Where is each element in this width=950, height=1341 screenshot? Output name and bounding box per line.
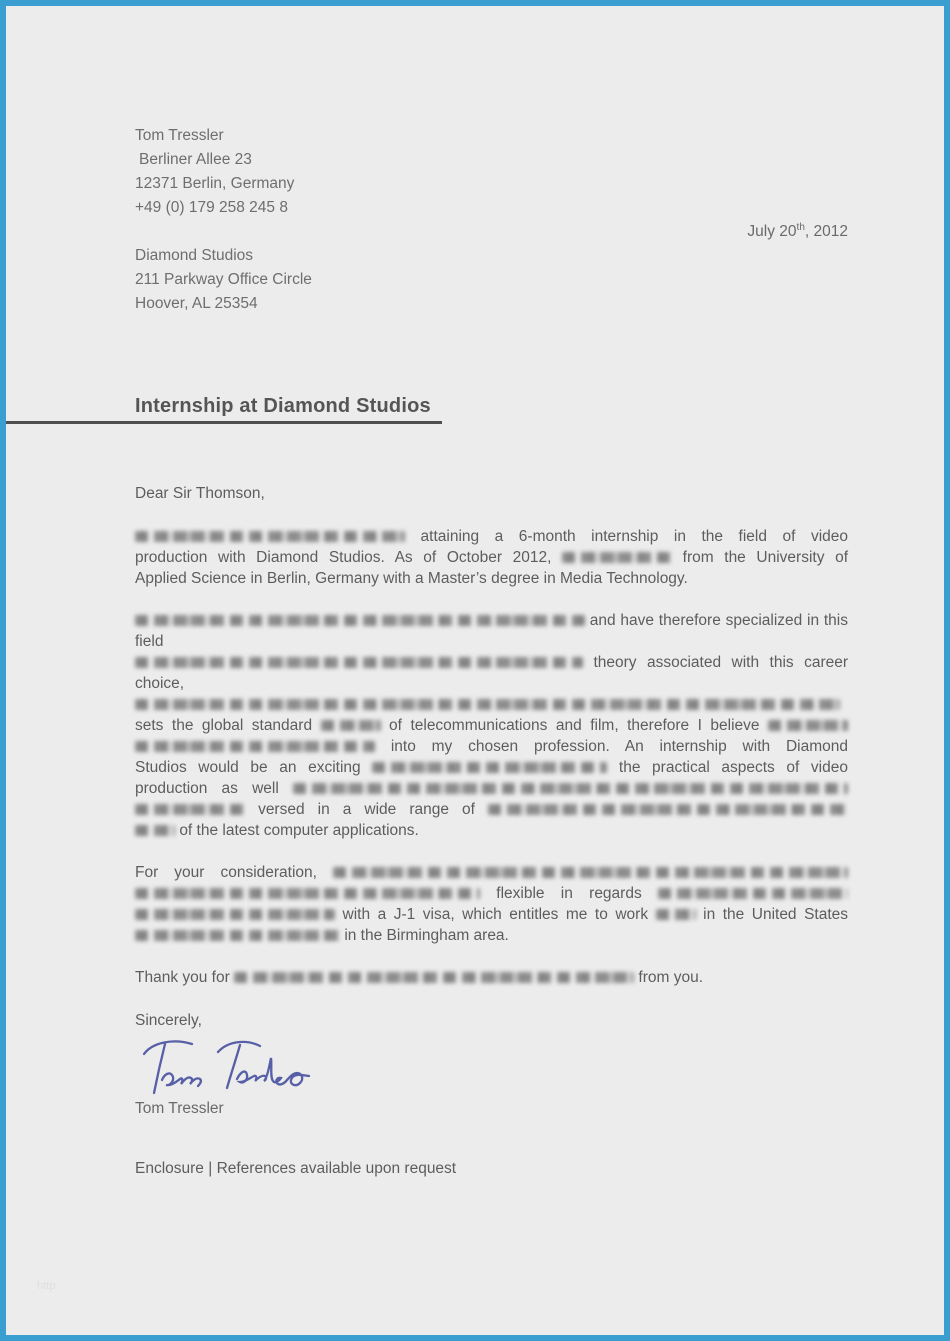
redacted-text-segment bbox=[768, 720, 848, 731]
redacted-text-segment bbox=[135, 615, 585, 626]
date-day: July 20 bbox=[747, 223, 797, 240]
text-segment: in the Birmingham area. bbox=[344, 927, 509, 944]
paragraph bbox=[135, 967, 848, 988]
text-segment: For your consideration, bbox=[135, 864, 317, 881]
paragraph-line bbox=[135, 925, 848, 946]
text-segment: the practical aspects of video bbox=[618, 759, 848, 776]
redacted-text-segment bbox=[321, 720, 381, 731]
redacted-text-segment bbox=[135, 657, 583, 668]
sender-name: Tom Tressler bbox=[135, 127, 224, 144]
redacted-text-segment bbox=[135, 825, 175, 836]
typed-signature-name: Tom Tressler bbox=[135, 1100, 224, 1117]
sender-phone: +49 (0) 179 258 245 8 bbox=[135, 199, 288, 216]
recipient-city: Hoover, AL 25354 bbox=[135, 295, 258, 312]
paragraph-line bbox=[135, 904, 848, 925]
redacted-text-segment bbox=[135, 909, 335, 920]
paragraph-line bbox=[135, 652, 848, 694]
paragraph-line bbox=[135, 862, 848, 883]
redacted-text-segment bbox=[658, 888, 848, 899]
text-segment: attaining a 6-month internship in the field of video bbox=[420, 528, 848, 545]
redacted-text-segment bbox=[135, 741, 375, 752]
sender-street: Berliner Allee 23 bbox=[139, 151, 252, 168]
text-segment: of telecommunications and film, therefore I believe bbox=[389, 717, 760, 734]
paragraph-line bbox=[135, 526, 848, 547]
text-segment: of the latest computer applications. bbox=[179, 822, 419, 839]
paragraph bbox=[135, 610, 848, 841]
enclosure-note: Enclosure | References available upon request bbox=[135, 1160, 457, 1177]
paragraph bbox=[135, 526, 848, 589]
paragraph-line bbox=[135, 820, 848, 841]
text-segment: in the United States bbox=[703, 906, 849, 923]
subject-underline-rule bbox=[6, 421, 442, 424]
paragraph-line bbox=[135, 715, 848, 736]
valediction: Sincerely, bbox=[135, 1012, 202, 1029]
redacted-text-segment bbox=[488, 804, 848, 815]
redacted-text-segment bbox=[135, 699, 840, 710]
redacted-text-segment bbox=[656, 909, 696, 920]
letter-body-paragraphs bbox=[135, 526, 848, 988]
text-segment: from you. bbox=[638, 969, 704, 986]
recipient-street: 211 Parkway Office Circle bbox=[135, 271, 312, 288]
handwritten-signature bbox=[140, 1034, 315, 1102]
text-segment: sets the global standard bbox=[135, 717, 313, 734]
text-segment: versed in a wide range of bbox=[258, 801, 475, 818]
letter-date bbox=[135, 220, 848, 244]
text-segment: theory associated with this career choice, bbox=[135, 654, 849, 692]
redacted-text-segment bbox=[372, 762, 607, 773]
subject-block bbox=[6, 394, 944, 424]
paragraph-line bbox=[135, 610, 848, 652]
text-segment: production as well bbox=[135, 780, 279, 797]
watermark-text: http bbox=[37, 1280, 56, 1292]
salutation: Dear Sir Thomson, bbox=[135, 485, 265, 502]
sender-city: 12371 Berlin, Germany bbox=[135, 175, 295, 192]
date-ordinal: th bbox=[796, 221, 805, 233]
text-segment: flexible in regards bbox=[496, 885, 642, 902]
subject-title: Internship at Diamond Studios bbox=[135, 395, 431, 417]
text-segment: Applied Science in Berlin, Germany with a Master’s degree in Media Technology. bbox=[135, 570, 688, 587]
text-segment: Studios would be an exciting bbox=[135, 759, 361, 776]
text-segment: and have therefore specialized in this field bbox=[135, 612, 848, 650]
recipient-company: Diamond Studios bbox=[135, 247, 254, 264]
redacted-text-segment bbox=[234, 972, 634, 983]
text-segment: from the University of bbox=[682, 549, 849, 566]
redacted-text-segment bbox=[135, 888, 480, 899]
paragraph-line bbox=[135, 736, 848, 757]
redacted-text-segment bbox=[293, 783, 848, 794]
text-segment: Thank you for bbox=[135, 969, 230, 986]
redacted-text-segment bbox=[562, 552, 672, 563]
paragraph-line bbox=[135, 568, 848, 589]
redacted-text-segment bbox=[135, 930, 340, 941]
redacted-text-segment bbox=[333, 867, 848, 878]
text-segment: with a J-1 visa, which entitles me to work bbox=[342, 906, 649, 923]
paragraph bbox=[135, 862, 848, 946]
paragraph-line bbox=[135, 547, 848, 568]
paragraph-line bbox=[135, 967, 848, 988]
text-segment: into my chosen profession. An internship with Diamond bbox=[390, 738, 848, 755]
address-header bbox=[135, 124, 848, 316]
paragraph-line bbox=[135, 799, 848, 820]
paragraph-line bbox=[135, 778, 848, 799]
redacted-text-segment bbox=[135, 804, 245, 815]
paragraph-line bbox=[135, 757, 848, 778]
paragraph-line bbox=[135, 694, 848, 715]
date-year: , 2012 bbox=[804, 223, 848, 240]
redacted-text-segment bbox=[135, 531, 405, 542]
paragraph-line bbox=[135, 883, 848, 904]
text-segment: production with Diamond Studios. As of October 2012, bbox=[135, 549, 552, 566]
